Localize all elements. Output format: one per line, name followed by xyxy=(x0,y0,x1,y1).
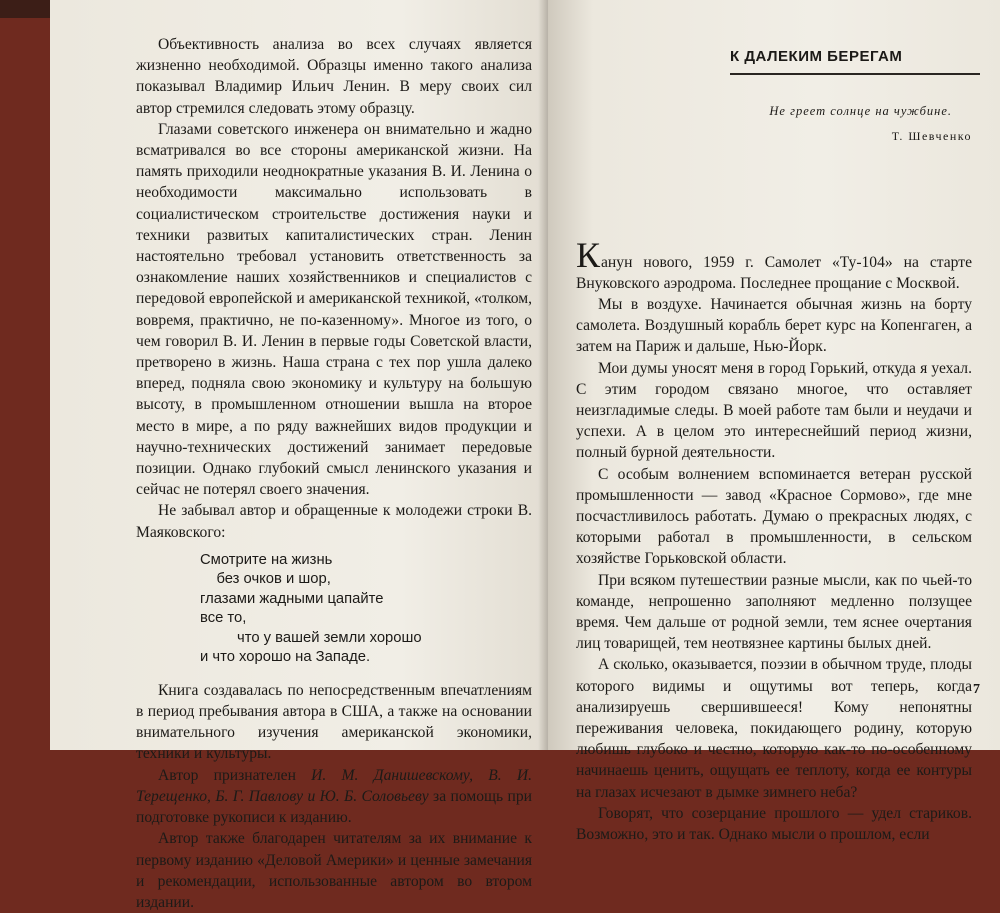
thanks-tail: за помощь при подготовке рукописи к изданию. xyxy=(136,787,532,827)
paragraph: Мы в воздухе. Начинается обычная жизнь на борту самолета. Воздушный корабль берет курс на Копенгаген, а затем на Париж и дальше, Нью-Йорк. xyxy=(576,296,972,356)
title-rule xyxy=(730,73,980,75)
chapter-title: К ДАЛЕКИМ БЕРЕГАМ xyxy=(730,48,903,65)
paragraph: С особым волнением вспоминается ветеран русской промышленности — завод «Красное Сормово», где мне посчастливилось работать. Думаю о прекрасных людях, с которыми работал в промышленности, в сельском хозяйстве Горьковской области. xyxy=(576,465,972,568)
first-paragraph-text: анун нового, 1959 г. Самолет «Ту-104» на старте Внуковского аэродрома. Последнее прощание с Москвой. xyxy=(576,253,972,292)
poem-line: Смотрите на жизнь xyxy=(200,551,333,568)
thanks-lead: Автор признателен xyxy=(158,766,312,784)
paragraph: Автор также благодарен читателям за их внимание к первому изданию «Деловой Америки» и ценные замечания и рекомендации, использованные автором во втором издании. xyxy=(136,830,532,911)
chapter-body xyxy=(576,234,972,846)
poem-line: все то, xyxy=(200,610,247,627)
paragraph: Мои думы уносят меня в город Горький, откуда я уехал. С этим городом связано многое, что оставляет неизгладимые следы. В моей работе там были и неудачи и успехи. А в целом это интереснейший период жизни, полный бурной деятельности. xyxy=(576,359,972,462)
left-page xyxy=(50,0,550,911)
poem-line: глазами жадными цапайте xyxy=(200,590,384,607)
acknowledgement-paragraph xyxy=(136,765,532,829)
dropcap: К xyxy=(576,234,602,275)
poem-line: что у вашей земли хорошо xyxy=(200,629,422,646)
paragraph: Книга создавалась по непосредственным впечатлениям в период пребывания автора в США, а также на основании внимательного изучения американской экономики, техники и культуры. xyxy=(136,681,532,763)
epigraph-author: Т. Шевченко xyxy=(891,129,972,144)
paragraph: Не забывал автор и обращенные к молодежи строки В. Маяковского: xyxy=(136,502,532,541)
poem-line: и что хорошо на Западе. xyxy=(200,649,371,666)
page-number: 7 xyxy=(973,681,980,697)
first-paragraph xyxy=(576,234,972,294)
poem-line: без очков и шор, xyxy=(200,571,331,588)
paragraph: Глазами советского инженера он внимательно и жадно всматривался во все стороны американской жизни. На память приходили неоднократные указания В. И. Ленина о необходимости максимально использовать в социалистическом строительстве достижения науки и техники развитых капиталистических стран. Ленин настоятельно требовал установить ответственность за ознакомление наших хозяйственников и специалистов с передовой европейской и американской техникой, «толком, вовремя, практично, не по-казенному». Многое из того, о чем говорил В. И. Ленин в первые годы Советской власти, претворено в жизнь. Наша страна с тех пор ушла далеко вперед, подняла свою экономику и культуру на большую высоту, в промышленном отношении вышла на второе место в мире, а по ряду важнейших видов продукции и научно-технических достижений занимает передовые позиции. Однако глубокий смысл ленинского указания и сейчас не потерял своего значения. xyxy=(136,120,532,499)
paragraph: Объективность анализа во всех случаях является жизненно необходимой. Образцы именно такого анализа показывал Владимир Ильич Ленин. В меру своих сил автор стремился следовать этому образцу. xyxy=(136,36,532,117)
paragraph: Говорят, что созерцание прошлого — удел стариков. Возможно, это и так. Однако мысли о прошлом, если xyxy=(576,804,972,844)
epigraph: Не греет солнце на чужбине. xyxy=(769,104,952,119)
thanks-names: И. М. Данишевскому, В. И. Терещенко, Б. Г. Павлову и Ю. Б. Соловьеву xyxy=(136,766,532,805)
paragraph: При всяком путешествии разные мысли, как по чьей-то команде, непрошенно заполняют медленно ползущее время. Чем дальше от родной земли, тем яснее очертания лиц товарищей, тем неотвязнее картины былых дней. xyxy=(576,571,972,653)
right-page xyxy=(548,0,1000,844)
paragraph: А сколько, оказывается, поэзии в обычном труде, плоды которого видимы и ощутимы вот теперь, когда анализируешь свершившееся! Кому непонятны переживания человека, покидающего родину, которую любишь глубоко и честно, которую как-то по-особенному начинаешь ценить, ощущать ее теплоту, когда ее контуры на глазах исчезают в дымке зимнего неба? xyxy=(576,656,972,801)
poem-quote xyxy=(200,551,532,668)
